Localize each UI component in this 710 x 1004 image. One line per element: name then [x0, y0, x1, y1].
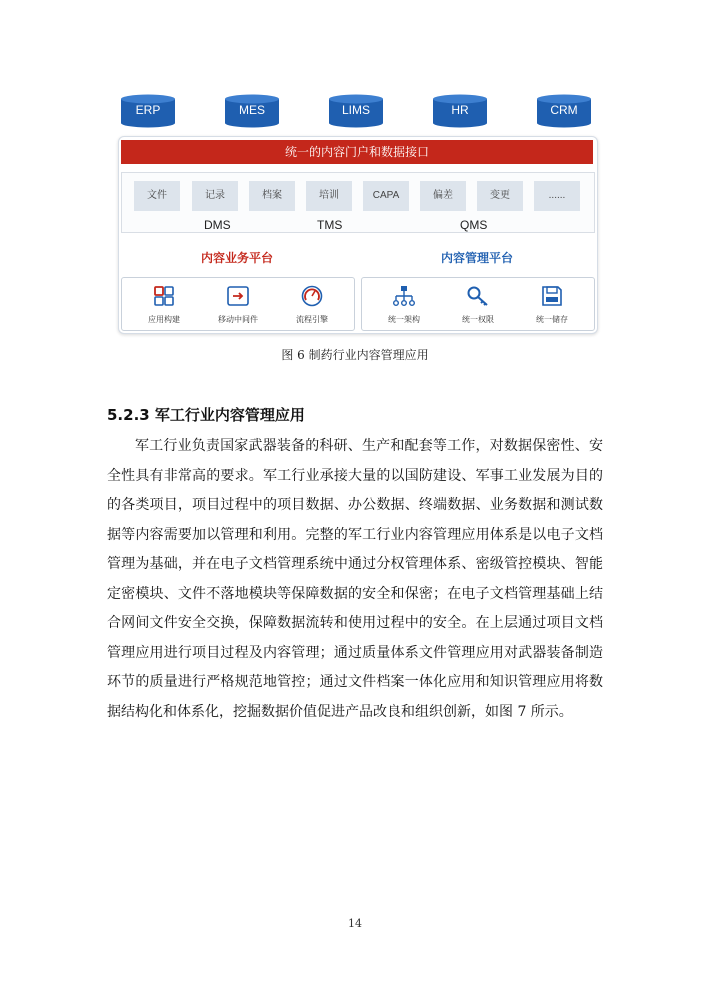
- module-chip: 文件: [134, 181, 180, 211]
- platform-frame: [118, 136, 598, 334]
- mobile-middleware-item: 移动中间件: [206, 284, 270, 325]
- system-label-hr: HR: [451, 103, 469, 117]
- unified-storage-icon: [540, 284, 564, 308]
- module-chip: 档案: [249, 181, 295, 211]
- module-chip: ......: [534, 181, 580, 211]
- module-panel: [121, 172, 595, 233]
- group-label-dms: DMS: [204, 218, 231, 232]
- process-engine-item: 流程引擎: [280, 284, 344, 325]
- unified-architecture-icon: [392, 284, 416, 308]
- hr-database-icon: [432, 94, 488, 128]
- mes-database-icon: [224, 94, 280, 128]
- figure-caption: 图 6 制药行业内容管理应用: [281, 348, 429, 362]
- unified-storage-item: 统一储存: [520, 284, 584, 325]
- unified-permission-item: 统一权限: [446, 284, 510, 325]
- module-chip: CAPA: [363, 181, 409, 211]
- business-platform-box: [121, 277, 355, 331]
- system-label-crm: CRM: [550, 103, 578, 117]
- system-label-erp: ERP: [135, 103, 161, 117]
- unified-permission-icon: [466, 284, 490, 308]
- module-chip: 培训: [306, 181, 352, 211]
- group-label-qms: QMS: [460, 218, 488, 232]
- app-build-item: 应用构建: [132, 284, 196, 325]
- portal-bar: 统一的内容门户和数据接口: [121, 140, 593, 164]
- module-chip: 变更: [477, 181, 523, 211]
- lims-database-icon: [328, 94, 384, 128]
- mobile-middleware-icon: [226, 284, 250, 308]
- app-build-icon: [152, 284, 176, 308]
- section-body: 军工行业负责国家武器装备的科研、生产和配套等工作，对数据保密性、安全性具有非常高的要求。军工行业承接大量的以国防建设、军事工业发展为目的的各类项目，项目过程中的项目数据、办公数据、终端数据、业务数据和测试数据等内容需要加以管理和利用。完整的军工行业内容管理应用体系是以电子文档管理为基础，并在电子文档管理系统中通过分权管理体系、密级管控模块、智能定密模块、文件不落地模块等保障数据的安全和保密；在电子文档管理基础上结合网间文件安全交换，保障数据流转和使用过程中的安全。在上层通过项目文档管理应用进行项目过程及内容管理；通过质量体系文件管理应用对武器装备制造环节的质量进行严格规范地管控；通过文件档案一体化应用和知识管理应用将数据结构化和体系化，挖掘数据价值促进产品改良和组织创新，如图 7 所示。: [107, 438, 603, 720]
- erp-database-icon: [120, 94, 176, 128]
- business-platform-title: 内容业务平台: [201, 251, 274, 265]
- module-chip: 记录: [192, 181, 238, 211]
- group-label-tms: TMS: [317, 218, 343, 232]
- pharma-content-management-figure: [118, 94, 598, 334]
- management-platform-title: 内容管理平台: [441, 251, 514, 265]
- system-label-mes: MES: [238, 103, 265, 117]
- crm-database-icon: [536, 94, 592, 128]
- page-number: 14: [348, 917, 362, 930]
- section-heading: 5.2.3 军工行业内容管理应用: [107, 406, 305, 424]
- management-platform-box: [361, 277, 595, 331]
- module-chip: 偏差: [420, 181, 466, 211]
- unified-architecture-item: 统一架构: [372, 284, 436, 325]
- process-engine-icon: [300, 284, 324, 308]
- system-label-lims: LIMS: [341, 103, 370, 117]
